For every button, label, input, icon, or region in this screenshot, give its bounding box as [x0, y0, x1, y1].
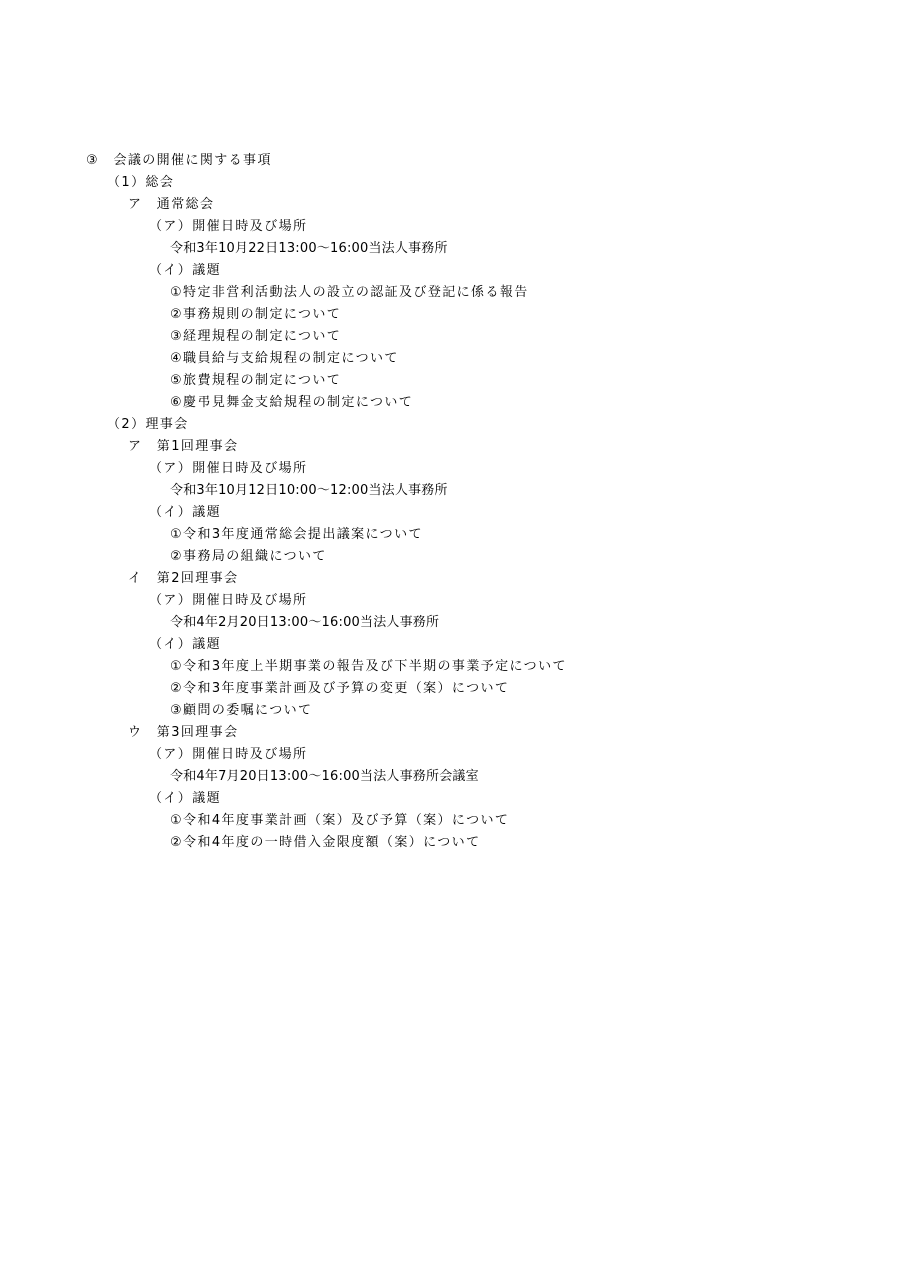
group-label-rijikai-3: ウ 第3回理事会 [128, 725, 239, 740]
section-title-rijikai: （2）理事会 [107, 417, 189, 432]
item-label-agenda: （イ）議題 [149, 505, 222, 520]
agenda-item: ②事務局の組織について [170, 549, 327, 564]
agenda-item: ①令和3年度通常総会提出議案について [170, 527, 423, 542]
agenda-item: ②事務規則の制定について [170, 307, 342, 322]
agenda-item: ⑥慶弔見舞金支給規程の制定について [170, 395, 414, 410]
agenda-item: ⑤旅費規程の制定について [170, 373, 342, 388]
item-label-datetime-place: （ア）開催日時及び場所 [149, 593, 308, 608]
item-label-datetime-place: （ア）開催日時及び場所 [149, 219, 308, 234]
item-label-agenda: （イ）議題 [149, 637, 222, 652]
item-label-agenda: （イ）議題 [149, 263, 222, 278]
agenda-item: ①特定非営利活動法人の設立の認証及び登記に係る報告 [170, 285, 529, 300]
agenda-item: ④職員給与支給規程の制定について [170, 351, 399, 366]
item-label-agenda: （イ）議題 [149, 791, 222, 806]
agenda-item: ②令和4年度の一時借入金限度額（案）について [170, 835, 481, 850]
agenda-item: ①令和4年度事業計画（案）及び予算（案）について [170, 813, 510, 828]
agenda-item: ③顧問の委嘱について [170, 703, 313, 718]
agenda-item: ①令和3年度上半期事業の報告及び下半期の事業予定について [170, 659, 567, 674]
item-text-datetime-place: 令和4年2月20日13:00～16:00当法人事務所 [170, 615, 440, 630]
document-body [86, 150, 845, 854]
item-label-datetime-place: （ア）開催日時及び場所 [149, 461, 308, 476]
agenda-item: ③経理規程の制定について [170, 329, 342, 344]
section-heading: ③ 会議の開催に関する事項 [86, 153, 272, 168]
item-label-datetime-place: （ア）開催日時及び場所 [149, 747, 308, 762]
section-title-sokai: （1）総会 [107, 175, 175, 190]
group-label-tsujo-sokai: ア 通常総会 [128, 197, 215, 212]
agenda-item: ②令和3年度事業計画及び予算の変更（案）について [170, 681, 510, 696]
item-text-datetime-place: 令和3年10月22日13:00～16:00当法人事務所 [170, 241, 448, 256]
group-label-rijikai-1: ア 第1回理事会 [128, 439, 239, 454]
item-text-datetime-place: 令和3年10月12日10:00～12:00当法人事務所 [170, 483, 448, 498]
item-text-datetime-place: 令和4年7月20日13:00～16:00当法人事務所会議室 [170, 769, 479, 784]
group-label-rijikai-2: イ 第2回理事会 [128, 571, 239, 586]
